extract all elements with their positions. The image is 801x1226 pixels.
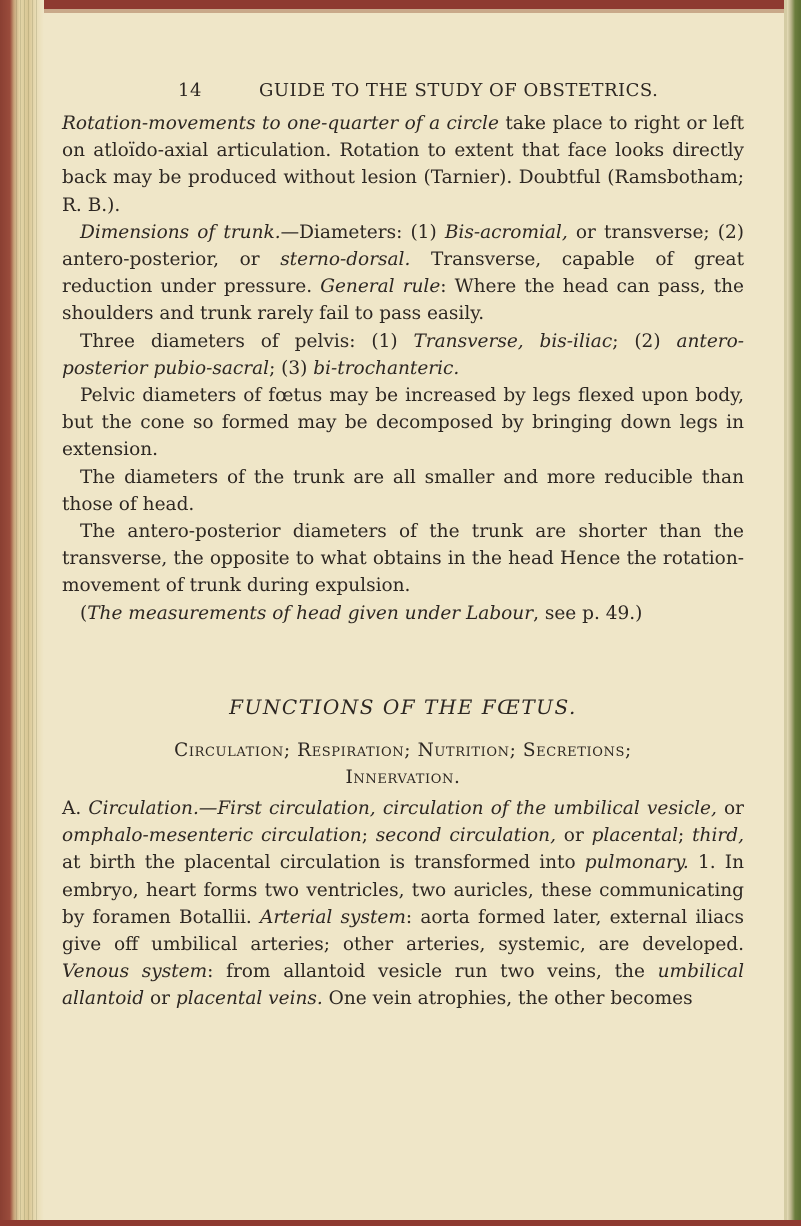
- section-heading: FUNCTIONS OF THE FŒTUS.: [229, 695, 577, 719]
- italic-term: Bis-acromial,: [444, 221, 568, 243]
- paragraph-circulation: [62, 795, 744, 1013]
- text-run: or: [716, 798, 744, 819]
- text-run: or: [555, 825, 592, 847]
- running-title: GUIDE TO THE STUDY OF OBSTETRICS.: [259, 80, 659, 101]
- italic-term: Arterial system: [259, 906, 406, 928]
- italic-term: Transverse, bis-iliac: [413, 330, 613, 352]
- book-spine-gutter: [0, 0, 44, 1226]
- paragraph-measurements-note: [62, 600, 744, 627]
- text-run: Three diameters of pelvis: (1): [80, 330, 414, 352]
- page-number: 14: [178, 80, 202, 101]
- text-run: (: [80, 602, 88, 624]
- text-run: or transverse; (2) antero-posterior, or: [62, 221, 744, 271]
- italic-term: pulmonary.: [584, 852, 689, 874]
- italic-term: Dimensions of trunk.: [80, 221, 281, 243]
- text-run: —Diameters: (1): [280, 221, 445, 243]
- text-run: ; (2): [612, 330, 677, 352]
- paragraph-trunk-reducible: The diameters of the trunk are all smaller and more reducible than those of head.: [62, 466, 744, 515]
- top-page-edge: [0, 0, 801, 9]
- italic-term: umbilical allantoid: [62, 961, 744, 1010]
- text-run: or: [144, 988, 176, 1010]
- page-fore-edge: [787, 0, 801, 1226]
- italic-term: placental veins.: [175, 988, 323, 1010]
- paragraph-antero-posterior: The antero-posterior diameters of the trunk are shorter than the transverse, the opposite to what obtains in the head Hence the rotation-movement of trunk during expulsion.: [62, 521, 744, 597]
- text-run: ; (3): [269, 357, 314, 379]
- text-run: : Where the head can pass, the shoulders and trunk rarely fail to pass easily.: [62, 276, 744, 325]
- section-rotation-dimensions: [62, 110, 744, 627]
- italic-term: antero-posterior pubio-sacral: [62, 330, 744, 379]
- running-head: [62, 80, 782, 110]
- bottom-page-edge: [0, 1220, 801, 1226]
- text-run: ;: [361, 825, 376, 847]
- italic-term: The measurements of head given under Labour: [87, 602, 534, 624]
- text-run: ;: [678, 825, 693, 847]
- subhead-line-2: Innervation.: [345, 767, 461, 789]
- italic-term: Circulation.—First circulation, circulation of the umbilical vesicle,: [88, 798, 717, 819]
- text-run: 1. In embryo, heart forms two ventricles, two auricles, these communicating by foramen Botallii.: [62, 852, 744, 928]
- text-run: at birth the placental circulation is transformed into: [62, 852, 585, 874]
- paragraph-pelvis-diameters: [62, 328, 744, 382]
- function-subheads: [62, 737, 744, 791]
- text-run: take place to right or left on atloïdo-axial articulation. Rotation to extent that face looks directly back may be produced without lesion (Tarnier). Doubtful (Ramsbotham; R. B.).: [62, 113, 745, 216]
- text-run: : from allantoid vesicle run two veins, the: [207, 961, 658, 983]
- paragraph-pelvic-increase: Pelvic diameters of fœtus may be increased by legs flexed upon body, but the cone so formed may be decomposed by bringing down legs in extension.: [62, 385, 744, 461]
- italic-term: Venous system: [62, 961, 208, 983]
- text-run: Transverse, capable of great reduction under pressure.: [62, 249, 744, 298]
- italic-term: second circulation,: [375, 825, 556, 847]
- italic-term: sterno-dorsal.: [280, 249, 411, 271]
- subhead-line-1: Circulation; Respiration; Nutrition; Secretions;: [174, 740, 632, 761]
- text-run: A.: [62, 798, 89, 819]
- text-run: One vein atrophies, the other becomes: [322, 988, 693, 1010]
- italic-term: bi-trochanteric.: [313, 357, 460, 379]
- book-page: [62, 80, 782, 1010]
- italic-term: placental: [591, 825, 679, 847]
- italic-term: Rotation-movements to one-quarter of a circle: [62, 113, 499, 134]
- section-circulation: [62, 795, 744, 1013]
- paragraph-dimensions-trunk: [62, 219, 744, 328]
- italic-term: third,: [692, 825, 744, 847]
- text-run: , see p. 49.): [533, 602, 643, 624]
- italic-term: General rule: [320, 276, 441, 298]
- paragraph-rotation: [62, 110, 744, 219]
- italic-term: omphalo-mesenteric circulation: [62, 825, 362, 847]
- text-run: : aorta formed later, external iliacs give off umbilical arteries; other arteries, systemic, are developed.: [62, 906, 744, 956]
